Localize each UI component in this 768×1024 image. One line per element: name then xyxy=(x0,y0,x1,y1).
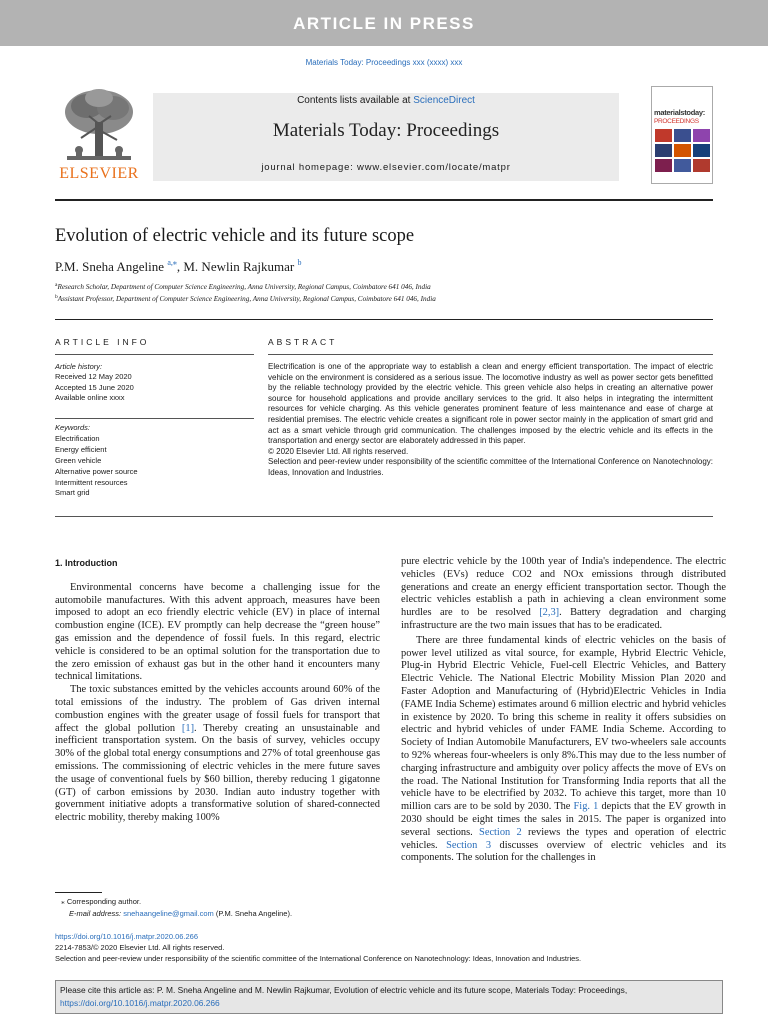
affiliation-b-mark: b xyxy=(55,294,58,300)
text-run: . Battery degradation and charging infrastructure are the two main issues that has to be eradicated. xyxy=(401,607,726,631)
footnote-email xyxy=(55,908,395,920)
email-owner: (P.M. Sneha Angeline). xyxy=(215,909,293,918)
body-paragraph xyxy=(55,684,380,825)
article-bottom-metadata xyxy=(55,931,715,964)
body-column-left xyxy=(55,557,380,825)
journal-cover-thumbnail[interactable] xyxy=(651,86,713,184)
cover-image-grid-icon xyxy=(655,129,710,173)
journal-homepage[interactable]: journal homepage: www.elsevier.com/locate/matpr xyxy=(261,162,511,173)
author-2-affiliation-mark[interactable]: b xyxy=(297,258,302,267)
article-info-heading: ARTICLE INFO xyxy=(55,337,150,347)
article-history xyxy=(55,362,255,403)
body-paragraph xyxy=(401,556,726,633)
article-in-press-banner: ARTICLE IN PRESS xyxy=(0,0,768,46)
masthead-divider xyxy=(55,199,713,201)
keywords-rule xyxy=(55,418,254,419)
abstract-peer-review: Selection and peer-review under responsibility of the scientific committee of the International Conference on Nanotechnology: Ideas, Innovation and Industries. xyxy=(268,457,713,477)
history-accepted: Accepted 15 June 2020 xyxy=(55,382,134,392)
affiliation-b-text: Assistant Professor, Department of Computer Science Engineering, Anna University, Regional Campus, Coimbatore 641 046, India xyxy=(57,295,436,303)
keyword-item: Intermittent resources xyxy=(55,477,128,487)
footnote-corresponding xyxy=(55,896,395,908)
footnote xyxy=(55,896,395,920)
issn-line: 2214-7853/© 2020 Elsevier Ltd. All rights reserved. xyxy=(55,943,225,952)
text-run: . Thereby creating an unsustainable and inefficient transportation system. On the basis of survey, vehicles occupy 30% of the global total energy consumptions and 27% of total greenhouse gas emissions. The commissioning of electric vehicles in the mere future saves the usage of conventional fuels by $60 billion, thereby reducing 1 gigatonne (GT) of carbon emissions by 2030. Indian auto industry together with government initiative adopts a transformative solution of shared-connected electric mobility, thereby making 100% xyxy=(55,722,380,824)
text-run: There are three fundamental kinds of electric vehicles on the basis of power level utilized as vital source, for example, Hybrid Electric Vehicle, Plug-in Hybrid Electric Vehicle, Fuel-cell Electric Vehicles, and Battery Electric Vehicle. The National Electric Mobility Mission Plan 2020 and Faster Adoption and Manufacturing of (Hybrid)Electric Vehicles in India (FAME India Scheme) estimates around 6 million electric and hybrid vehicles in existence by 2020. To bring this scheme in reality it offers subsidies on electric and hybrid vehicles of under FAME India Scheme. According to Society of Indian Automobile Manufacturers, EV two-wheelers sale accounts to 92% whereas four-wheelers is only 8%.This may due to the less number of charging infrastructure and ambiguity over policy affects the move of EVs on the road. The National Institution for Transforming India reports that all the vehicle have to be electrified by 2032. To achieve this target, more than 10 million cars are to be sold by 2030. The xyxy=(401,634,726,813)
elsevier-tree-icon xyxy=(59,86,139,164)
affiliation-a-mark: a xyxy=(55,282,58,288)
journal-reference-link[interactable]: Materials Today: Proceedings xxx (xxxx) xxx xyxy=(305,58,463,67)
author-list xyxy=(55,258,301,275)
sciencedirect-link[interactable]: ScienceDirect xyxy=(413,95,475,106)
footnote-mark: ⁎ xyxy=(61,897,65,906)
body-divider xyxy=(55,516,713,517)
email-link[interactable]: snehaangeline@gmail.com xyxy=(123,909,214,918)
masthead-center-panel xyxy=(153,93,619,181)
citation-text: Please cite this article as: P. M. Sneha Angeline and M. Newlin Rajkumar, Evolution of electric vehicle and its future scope, Materials Today: Proceedings, xyxy=(60,985,628,995)
journal-masthead xyxy=(55,86,713,188)
article-title: Evolution of electric vehicle and its future scope xyxy=(55,226,415,246)
author-2-name[interactable]: M. Newlin Rajkumar xyxy=(183,259,295,274)
journal-title: Materials Today: Proceedings xyxy=(272,120,500,141)
publisher-name: ELSEVIER xyxy=(59,165,139,182)
citation-link[interactable]: [2,3] xyxy=(539,607,560,619)
elsevier-logo[interactable] xyxy=(55,86,143,188)
body-paragraph xyxy=(401,635,726,865)
footnote-corresponding-text: Corresponding author. xyxy=(66,897,142,906)
affiliation-a-text: Research Scholar, Department of Computer Science Engineering, Anna University, Regional Campus, Coimbatore 641 046, India xyxy=(57,283,431,291)
cover-title-text: materialstoday: xyxy=(654,108,705,117)
citation-box xyxy=(55,980,723,1014)
history-label: Article history: xyxy=(55,362,103,371)
article-info-rule xyxy=(55,354,254,355)
text-run: The toxic substances emitted by the vehicles accounts around 60% of the total emissions of the industry. The problem of Gas driven internal combustion engines with the greater usage of fossil fuels for transport that affect the global pollution xyxy=(55,684,380,734)
abstract-heading: ABSTRACT xyxy=(268,337,338,347)
footnote-rule xyxy=(55,892,102,893)
citation-link[interactable]: [1] xyxy=(181,722,195,734)
author-1-affiliation-mark[interactable]: a,⁎ xyxy=(167,258,177,267)
body-paragraph: Environmental concerns have become a challenging issue for the automobile manufactures. With this advent approach, measures have been imposed to adopt an eco friendly electric vehicle (EV) in place of internal combustion engine (ICE). EV promptly can help decrease the “green house” gas emission and the dependence of fossil fuels. In this regard, electric vehicle is considered to be an optimal solution for the transportation due to the zero emission of exhaust gas but in the other hand it encounters many technical limitations. xyxy=(55,581,380,683)
peer-review-line: Selection and peer-review under responsibility of the scientific committee of the International Conference on Nanotechnology: Ideas, Innovation and Industries. xyxy=(55,954,582,963)
keyword-item: Alternative power source xyxy=(55,466,138,476)
author-separator: , xyxy=(176,259,184,274)
history-received: Received 12 May 2020 xyxy=(55,372,132,382)
keyword-item: Smart grid xyxy=(55,488,90,498)
section-link[interactable]: Section 2 xyxy=(479,826,522,838)
keyword-item: Electrification xyxy=(55,433,100,443)
keyword-item: Green vehicle xyxy=(55,455,102,465)
history-online: Available online xxxx xyxy=(55,392,125,402)
text-run: pure electric vehicle by the 100th year of India's independence. The electric vehicles (EVs) reduce CO2 and NOx emissions through distributed generations and create an energy efficient transportation sector. Though the electric vehicles establish a path in achieving a clean environment some hurdles are to be resolved xyxy=(401,556,726,619)
citation-doi-link[interactable]: https://doi.org/10.1016/j.matpr.2020.06.266 xyxy=(60,998,220,1008)
abstract-copyright: © 2020 Elsevier Ltd. All rights reserved. xyxy=(268,446,409,456)
abstract-body xyxy=(268,362,713,479)
affiliation-b xyxy=(55,294,436,303)
contents-prefix: Contents lists available at xyxy=(297,95,414,106)
author-1-name[interactable]: P.M. Sneha Angeline xyxy=(55,259,165,274)
keywords-list xyxy=(55,423,255,499)
email-label: E-mail address: xyxy=(69,909,122,918)
keyword-item: Energy efficient xyxy=(55,444,107,454)
section-heading-introduction: 1. Introduction xyxy=(55,558,118,568)
keywords-label: Keywords: xyxy=(55,423,91,432)
doi-link[interactable]: https://doi.org/10.1016/j.matpr.2020.06.266 xyxy=(55,932,199,941)
front-matter-divider xyxy=(55,319,713,320)
abstract-text: Electrification is one of the appropriate way to establish a clean and energy efficient transportation. The impact of electric vehicle on the environment is considered as a serious issue. The locomotive industry as well as power sector gets benefitted by the reliable technology provided by the electric vehicle. This green vehicle also helps in creating an alternative power source for household applications and provide ancillary services to the grid. It also helps in integrating the intermittent resources for vehicle charging. As this vehicle generates prominent feature of less maintenance and ease of charge at residential premises. The electric vehicle creates a significant role in power sector mainly in the application of smart grid and act as a smart vehicle through grid communication. The challenges imposed by the electric vehicle and its effects in the transportation and energy sector are elaborately addressed in this paper. xyxy=(268,362,713,446)
section-link[interactable]: Section 3 xyxy=(446,839,492,851)
text-run: depicts that the EV growth in 2030 should be eight times the sales in 2015. The paper is organized into several sections. xyxy=(401,801,726,838)
abstract-rule xyxy=(268,354,713,355)
contents-line xyxy=(153,95,619,106)
figure-link[interactable]: Fig. 1 xyxy=(573,801,599,813)
text-run: reviews the types and operation of electric vehicles. xyxy=(401,826,726,851)
text-run: discusses overview of electric vehicles and its components. The solution for the challenges in xyxy=(401,839,726,864)
cover-title xyxy=(654,109,712,126)
cover-subtitle-text: PROCEEDINGS xyxy=(654,118,699,125)
body-column-right xyxy=(401,556,726,865)
affiliation-a xyxy=(55,282,431,291)
